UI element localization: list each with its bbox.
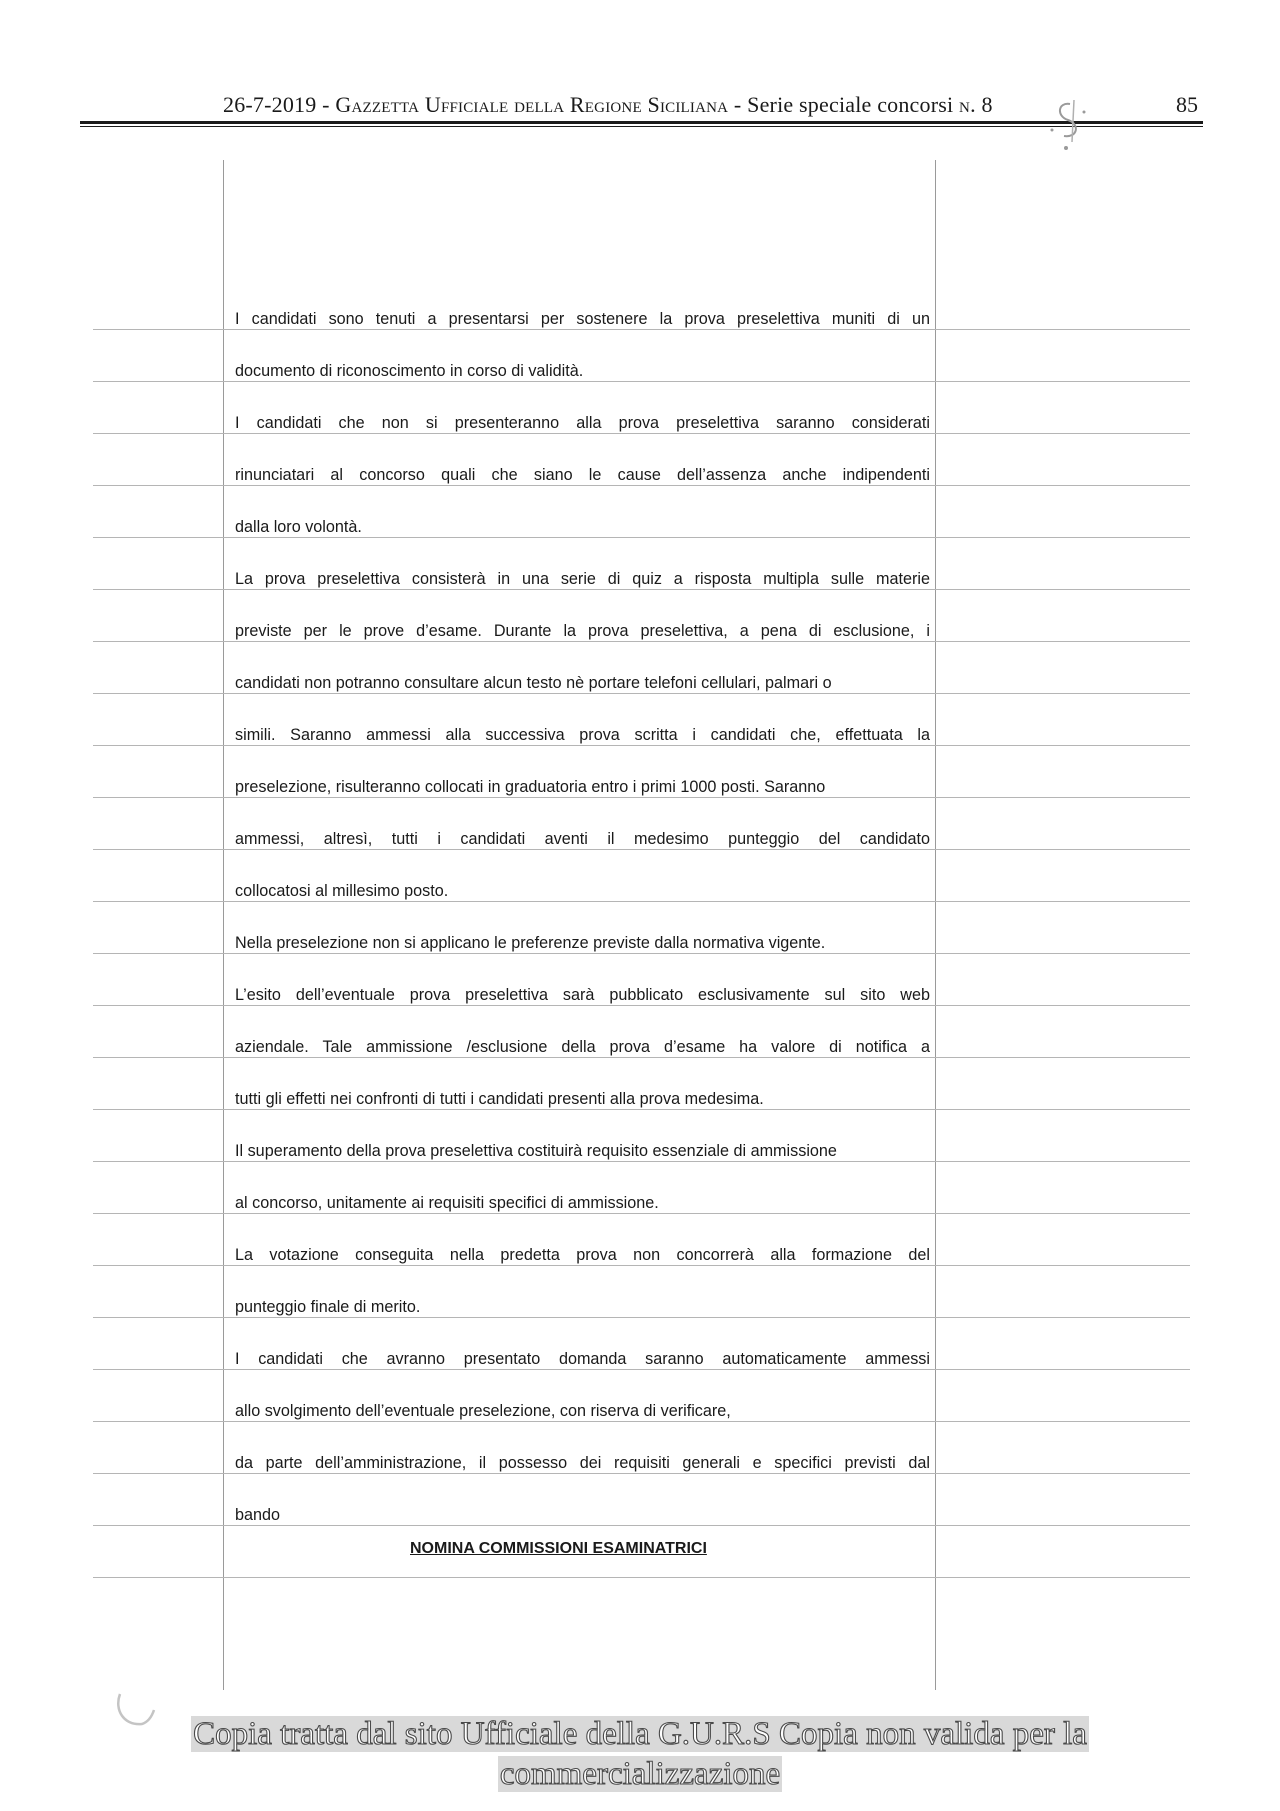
ruled-line (93, 1577, 1190, 1578)
ruled-line (93, 1473, 1190, 1474)
body-text-line: Il superamento della prova preselettiva costituirà requisito essenziale di ammissione (235, 1142, 837, 1160)
section-title: NOMINA COMMISSIONI ESAMINATRICI (410, 1540, 707, 1557)
header-rule (80, 121, 1203, 124)
header-issue: n. 8 (959, 92, 993, 117)
watermark-line-1: Copia tratta dal sito Ufficiale della G.U.R.S Copia non valida per la (193, 1716, 1087, 1752)
ruled-line (93, 901, 1190, 902)
body-text-line: documento di riconoscimento in corso di validità. (235, 362, 584, 380)
ruled-line (93, 589, 1190, 590)
body-text-line: previste per le prove d’esame. Durante la prova preselettiva, a pena di esclusione, i (235, 622, 930, 640)
ruled-line (93, 1057, 1190, 1058)
ruled-line (93, 849, 1190, 850)
ruled-line (93, 537, 1190, 538)
body-text-line: I candidati che avranno presentato domanda saranno automaticamente ammessi (235, 1350, 930, 1368)
body-text-line: bando (235, 1506, 281, 1524)
right-margin-line (935, 160, 936, 1690)
ruled-line (93, 953, 1190, 954)
ruled-line (93, 1005, 1190, 1006)
ruled-line (93, 1525, 1190, 1526)
ruled-line (93, 1265, 1190, 1266)
ruled-line (93, 1369, 1190, 1370)
body-text-line: dalla loro volontà. (235, 518, 362, 536)
header-date: 26-7-2019 - (223, 92, 336, 117)
body-text-line: I candidati che non si presenteranno alla prova preselettiva saranno considerati (235, 414, 930, 432)
header-rule-thin (80, 126, 1203, 127)
ruled-line (93, 1109, 1190, 1110)
body-text-line: Nella preselezione non si applicano le preferenze previste dalla normativa vigente. (235, 934, 826, 952)
body-text-line: aziendale. Tale ammissione /esclusione della prova d’esame ha valore di notifica a (235, 1038, 930, 1056)
body-text-line: allo svolgimento dell’eventuale preselezione, con riserva di verificare, (235, 1402, 731, 1420)
ruled-line (93, 1161, 1190, 1162)
stamp-mark-icon (1040, 92, 1100, 162)
ruled-line (93, 381, 1190, 382)
ruled-line (93, 1213, 1190, 1214)
body-text-line: tutti gli effetti nei confronti di tutti i candidati presenti alla prova medesima. (235, 1090, 764, 1108)
body-text-line: collocatosi al millesimo posto. (235, 882, 449, 900)
body-text-line: La prova preselettiva consisterà in una serie di quiz a risposta multipla sulle materie (235, 570, 930, 588)
body-text-line: ammessi, altresì, tutti i candidati aventi il medesimo punteggio del candidato (235, 830, 930, 848)
ruled-line (93, 693, 1190, 694)
watermark-line-2: commercializzazione (499, 1756, 781, 1792)
body-text-line: La votazione conseguita nella predetta prova non concorrerà alla formazione del (235, 1246, 930, 1264)
watermark (0, 1714, 1280, 1794)
ruled-line (93, 485, 1190, 486)
gazette-header (223, 92, 993, 118)
left-margin-line (223, 160, 224, 1690)
body-text-line: candidati non potranno consultare alcun testo nè portare telefoni cellulari, palmari o (235, 674, 832, 692)
body-text-line: rinunciatari al concorso quali che siano le cause dell’assenza anche indipendenti (235, 466, 930, 484)
body-text-line: L’esito dell’eventuale prova preselettiva sarà pubblicato esclusivamente sul sito web (235, 986, 930, 1004)
ruled-line (93, 745, 1190, 746)
body-text-line: I candidati sono tenuti a presentarsi per sostenere la prova preselettiva muniti di un (235, 310, 930, 328)
ruled-line (93, 1421, 1190, 1422)
ruled-line (93, 641, 1190, 642)
ruled-line (93, 1317, 1190, 1318)
body-text-line: punteggio finale di merito. (235, 1298, 421, 1316)
body-text-line: al concorso, unitamente ai requisiti specifici di ammissione. (235, 1194, 659, 1212)
body-text-line: da parte dell’amministrazione, il possesso dei requisiti generali e specifici previsti dal (235, 1454, 930, 1472)
header-series: - Serie speciale concorsi (728, 92, 960, 117)
body-text-line: preselezione, risulteranno collocati in graduatoria entro i primi 1000 posti. Saranno (235, 778, 826, 796)
page-number: 85 (1176, 92, 1198, 117)
ruled-line (93, 433, 1190, 434)
body-text-line: simili. Saranno ammessi alla successiva prova scritta i candidati che, effettuata la (235, 726, 930, 744)
ruled-line (93, 329, 1190, 330)
gazette-title: Gazzetta Ufficiale della Regione Siciliana (335, 92, 729, 117)
ruled-line (93, 797, 1190, 798)
